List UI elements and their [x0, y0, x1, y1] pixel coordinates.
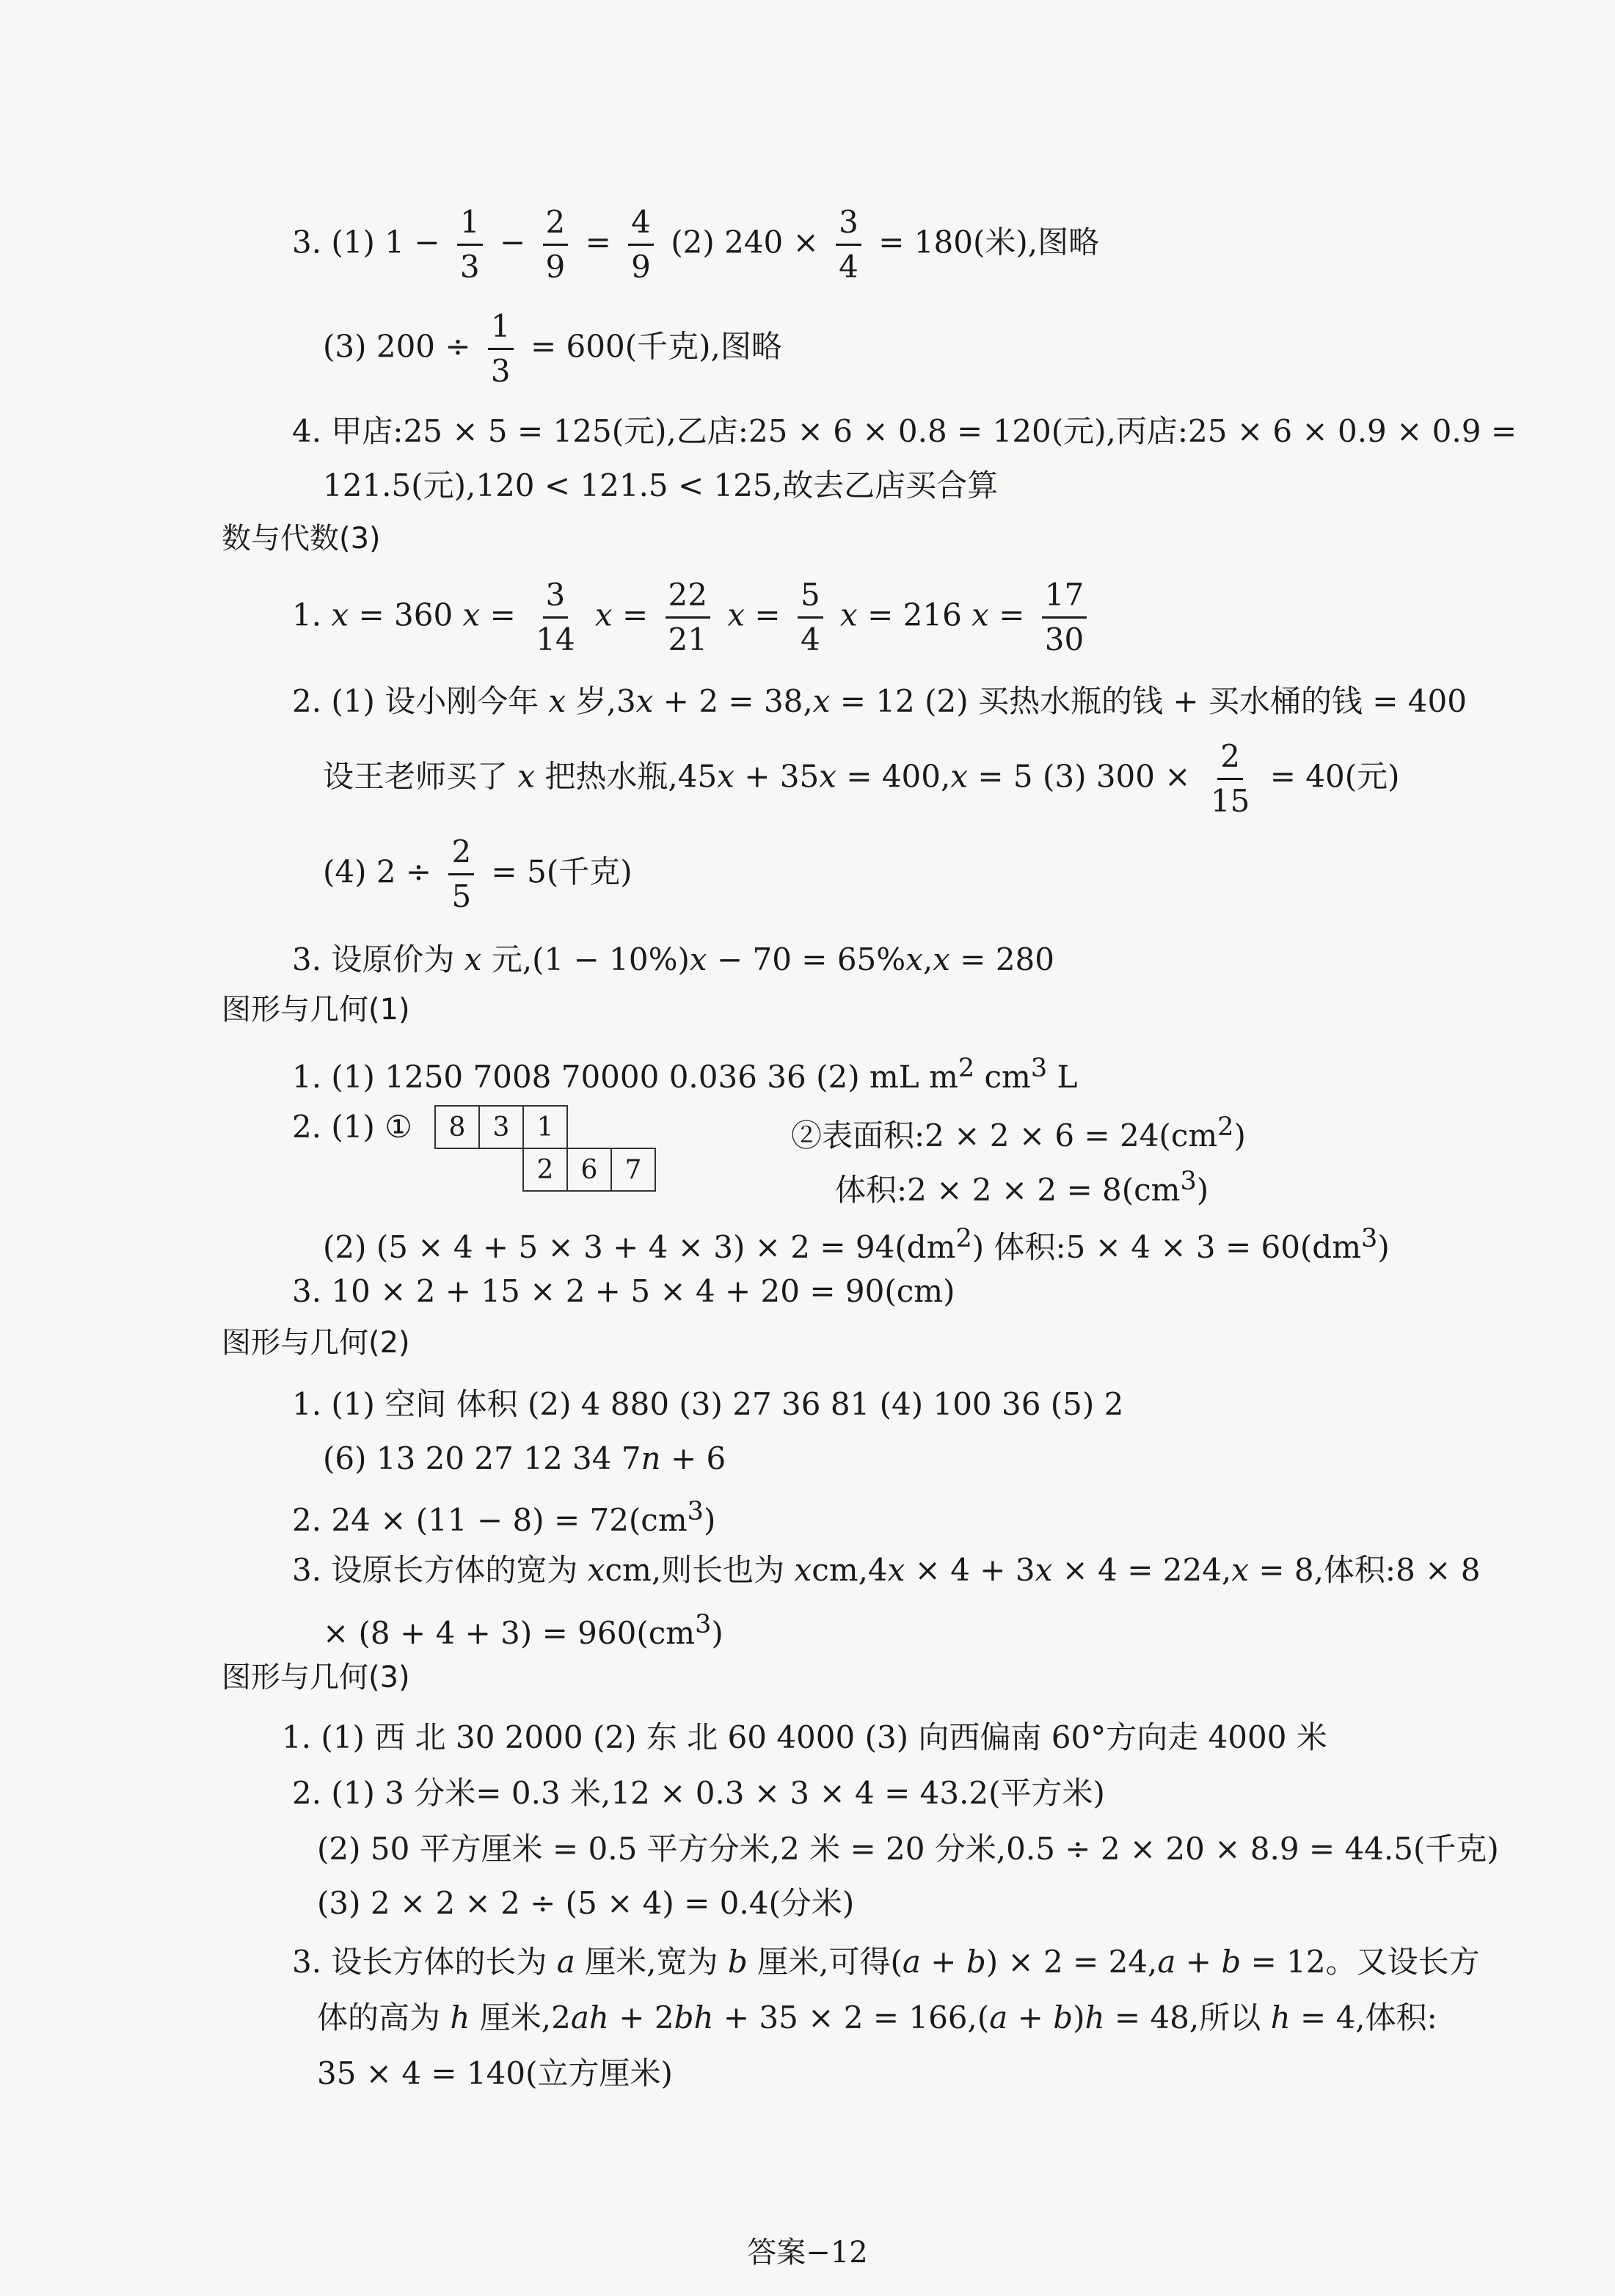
- text-run: cm,4: [812, 1552, 888, 1588]
- text-run: 2. (1) 设小刚今年: [292, 683, 549, 719]
- math-variable: x: [1035, 1552, 1053, 1588]
- text-run: 体积:2 × 2 × 2 = 8(cm: [835, 1172, 1181, 1208]
- math-variable: x: [887, 1552, 905, 1588]
- text-run: 体的高为: [317, 2000, 451, 2036]
- answer-line: [292, 577, 1094, 657]
- math-variable: b: [1221, 1944, 1242, 1980]
- text-run: [718, 597, 727, 633]
- text-run: = 180(米),图略: [868, 224, 1100, 260]
- answer-line: [317, 2053, 673, 2094]
- text-run: [586, 597, 595, 633]
- text-run: 元,(1 − 10%): [481, 941, 690, 977]
- math-variable: x: [933, 941, 950, 977]
- text-run: cm,则长也为: [605, 1552, 795, 1588]
- answer-line: [292, 1384, 1123, 1425]
- fraction: [448, 834, 474, 914]
- math-variable: x: [819, 758, 836, 795]
- text-run: 3. 设原长方体的宽为: [292, 1552, 588, 1588]
- text-run: +: [1175, 1944, 1222, 1980]
- fraction-numerator: 1: [488, 311, 514, 350]
- fraction-denominator: 5: [451, 878, 472, 914]
- text-run: 35 × 4 = 140(立方厘米): [317, 2055, 673, 2091]
- fraction: [1042, 577, 1087, 657]
- fraction-denominator: 3: [490, 353, 511, 389]
- text-run: 1. (1) 1250 7008 70000 0.036 36 (2) mL m: [292, 1059, 958, 1095]
- net-empty: [435, 1148, 479, 1191]
- text-run: 岁,3: [566, 683, 636, 719]
- math-variable: x: [794, 1552, 812, 1588]
- answer-line: [292, 939, 1054, 980]
- net-cell: 6: [567, 1148, 611, 1191]
- text-run: ): [711, 1615, 723, 1651]
- section-heading: [222, 991, 410, 1029]
- net-empty: [567, 1106, 611, 1148]
- text-run: (2) (5 × 4 + 5 × 3 + 4 × 3) × 2 = 94(dm: [323, 1229, 956, 1265]
- superscript: 2: [1217, 1112, 1234, 1142]
- section-heading: [222, 1324, 410, 1362]
- fraction: [1208, 738, 1253, 819]
- text-run: 厘米,宽为: [575, 1944, 728, 1980]
- text-run: 厘米,可得(: [747, 1944, 903, 1980]
- text-run: 3. 设原价为: [292, 941, 464, 977]
- text-run: = 5(千克): [481, 853, 632, 890]
- answer-line: [317, 1829, 1499, 1870]
- answer-line: [323, 1218, 1390, 1268]
- math-variable: x: [950, 758, 969, 795]
- answer-line: [292, 204, 1100, 285]
- text-run: 厘米,2: [470, 2000, 571, 2036]
- text-run: 图形与几何(2): [222, 1326, 410, 1360]
- cube-net-diagram: [434, 1105, 656, 1192]
- superscript: 3: [695, 1610, 712, 1639]
- text-run: = 400,: [836, 758, 951, 795]
- fraction: [533, 577, 577, 657]
- net-empty: [611, 1106, 655, 1148]
- text-run: = 280: [949, 941, 1054, 977]
- text-run: −: [489, 224, 536, 260]
- math-variable: x: [689, 941, 707, 977]
- text-run: 4. 甲店:25 × 5 = 125(元),乙店:25 × 6 × 0.8 = 120(元),丙店:25 × 6 × 0.9 × 0.9 =: [292, 413, 1517, 449]
- text-run: = 12 (2) 买热水瓶的钱 + 买水桶的钱 = 400: [830, 683, 1467, 719]
- text-run: = 12。又设长方: [1241, 1944, 1480, 1980]
- fraction-numerator: 22: [666, 580, 710, 619]
- math-variable: h: [1270, 2000, 1291, 2036]
- text-run: = 216: [857, 597, 972, 633]
- math-variable: bh: [674, 2000, 714, 2036]
- math-variable: b: [1053, 2000, 1073, 2036]
- math-variable: b: [727, 1944, 748, 1980]
- text-run: 把热水瓶,45: [535, 758, 718, 795]
- net-cell: 1: [523, 1106, 567, 1148]
- fraction-numerator: 5: [798, 580, 823, 619]
- fraction: [628, 204, 654, 285]
- answer-line: [292, 1773, 1105, 1814]
- math-variable: x: [1231, 1552, 1249, 1588]
- answer-line: [317, 1883, 854, 1924]
- answer-line: [292, 1107, 412, 1148]
- text-run: (4) 2 ÷: [323, 853, 442, 890]
- answer-line: [323, 738, 1400, 819]
- text-run: = 360: [349, 597, 463, 633]
- answer-line: [292, 1271, 955, 1312]
- fraction-numerator: 2: [448, 837, 474, 875]
- superscript: 3: [1180, 1167, 1197, 1196]
- fraction-numerator: 2: [543, 207, 569, 246]
- fraction-numerator: 17: [1042, 580, 1087, 619]
- math-variable: x: [971, 597, 989, 633]
- text-run: cm: [974, 1059, 1031, 1095]
- text-run: =: [745, 597, 790, 633]
- math-variable: x: [587, 1552, 605, 1588]
- section-heading: [222, 1658, 410, 1697]
- text-run: +: [920, 1944, 966, 1980]
- answer-line: [292, 1550, 1480, 1591]
- math-variable: a: [1157, 1944, 1176, 1980]
- text-run: (6) 13 20 27 12 34 7: [323, 1440, 641, 1476]
- answer-line: [292, 1491, 715, 1541]
- math-variable: a: [556, 1944, 575, 1980]
- text-run: 1. (1) 空间 体积 (2) 4 880 (3) 27 36 81 (4) 100 36 (5) 2: [292, 1386, 1124, 1422]
- answer-line: [323, 1604, 723, 1654]
- answer-line: [323, 834, 632, 914]
- math-variable: x: [594, 597, 613, 633]
- math-variable: x: [840, 597, 858, 633]
- fraction: [488, 308, 514, 389]
- net-cell: 8: [435, 1106, 479, 1148]
- text-run: = 600(千克),图略: [520, 328, 782, 365]
- text-run: (2) 240 ×: [660, 224, 829, 260]
- fraction: [666, 577, 710, 657]
- text-run: = 8,体积:8 × 8: [1248, 1552, 1481, 1588]
- text-run: 3. 设长方体的长为: [292, 1944, 557, 1980]
- text-run: (3) 2 × 2 × 2 ÷ (5 × 4) = 0.4(分米): [317, 1885, 855, 1921]
- text-run: 3. 10 × 2 + 15 × 2 + 5 × 4 + 20 = 90(cm): [292, 1273, 955, 1309]
- text-run: ): [1233, 1118, 1246, 1154]
- answer-line: [292, 681, 1467, 722]
- text-run: (3) 200 ÷: [323, 328, 481, 365]
- fraction: [798, 577, 823, 657]
- answer-line: [323, 1438, 726, 1479]
- math-variable: x: [331, 597, 349, 633]
- text-run: (2) 50 平方厘米 = 0.5 平方分米,2 米 = 20 分米,0.5 ÷ 2 × 20 × 8.9 = 44.5(千克): [317, 1831, 1499, 1867]
- math-variable: x: [462, 597, 481, 633]
- text-run: + 35 × 2 = 166,(: [713, 2000, 990, 2036]
- text-run: 3. (1) 1 −: [292, 224, 450, 260]
- math-variable: x: [548, 683, 566, 719]
- text-run: 1. (1) 西 北 30 2000 (2) 东 北 60 4000 (3) 向西偏南 60°方向走 4000 米: [282, 1719, 1327, 1755]
- answer-line: [323, 465, 998, 506]
- text-run: = 4,体积:: [1290, 2000, 1437, 2036]
- text-run: ): [1196, 1172, 1209, 1208]
- text-run: ,: [922, 941, 933, 977]
- fraction-numerator: 2: [1217, 741, 1243, 780]
- superscript: 2: [958, 1054, 975, 1083]
- text-run: =: [575, 224, 621, 260]
- fraction-numerator: 3: [836, 207, 861, 246]
- text-run: × (8 + 4 + 3) = 960(cm: [323, 1615, 696, 1651]
- text-run: =: [480, 597, 526, 633]
- math-variable: x: [464, 941, 482, 977]
- text-run: × 4 = 224,: [1052, 1552, 1232, 1588]
- text-run: + 35: [734, 758, 820, 795]
- math-variable: x: [635, 683, 654, 719]
- fraction: [836, 204, 861, 285]
- answer-line: [292, 411, 1517, 452]
- text-run: ): [703, 1502, 716, 1538]
- net-empty: [479, 1148, 523, 1191]
- math-variable: x: [905, 941, 923, 977]
- text-run: =: [988, 597, 1035, 633]
- text-run: 2. (1) ①: [292, 1109, 412, 1145]
- text-run: 图形与几何(1): [222, 993, 410, 1027]
- answer-line: [317, 1997, 1437, 2038]
- math-variable: a: [902, 1944, 921, 1980]
- text-run: 1.: [292, 597, 332, 633]
- math-variable: x: [727, 597, 745, 633]
- net-cell: 2: [523, 1148, 567, 1191]
- fraction: [457, 204, 483, 285]
- text-run: ): [1377, 1229, 1390, 1265]
- page-number: 答案−12: [747, 2236, 868, 2270]
- text-run: +: [1007, 2000, 1054, 2036]
- text-run: = 5 (3) 300 ×: [968, 758, 1200, 795]
- math-variable: x: [717, 758, 734, 795]
- superscript: 2: [955, 1224, 972, 1253]
- text-run: 设王老师买了: [323, 758, 518, 795]
- fraction-denominator: 4: [800, 622, 820, 657]
- section-heading: [222, 520, 381, 558]
- text-run: − 70 = 65%: [707, 941, 906, 977]
- text-run: =: [612, 597, 658, 633]
- answer-line: [282, 1717, 1327, 1758]
- math-variable: h: [1084, 2000, 1105, 2036]
- fraction-denominator: 3: [459, 249, 480, 285]
- superscript: 3: [1361, 1224, 1378, 1253]
- text-run: ) 体积:5 × 4 × 3 = 60(dm: [971, 1229, 1362, 1265]
- text-run: = 48,所以: [1104, 2000, 1271, 2036]
- superscript: 3: [687, 1497, 704, 1526]
- text-run: L: [1047, 1059, 1078, 1095]
- text-run: ): [1073, 2000, 1085, 2036]
- math-variable: ah: [570, 2000, 609, 2036]
- fraction-denominator: 21: [668, 622, 707, 657]
- text-run: 2. (1) 3 分米= 0.3 米,12 × 0.3 × 3 × 4 = 43.2(平方米): [292, 1775, 1105, 1811]
- answer-line: [323, 308, 782, 389]
- math-variable: x: [517, 758, 536, 795]
- math-variable: b: [966, 1944, 986, 1980]
- fraction: [543, 204, 569, 285]
- math-variable: n: [641, 1440, 661, 1476]
- text-run: 图形与几何(3): [222, 1661, 410, 1694]
- fraction-numerator: 1: [457, 207, 483, 246]
- text-run: + 6: [660, 1440, 726, 1476]
- text-run: ) × 2 = 24,: [985, 1944, 1158, 1980]
- answer-line: [835, 1161, 1208, 1211]
- net-cell: 3: [479, 1106, 523, 1148]
- text-run: × 4 + 3: [905, 1552, 1035, 1588]
- answer-line: [292, 1942, 1480, 1983]
- fraction-denominator: 9: [631, 249, 651, 285]
- math-variable: h: [450, 2000, 470, 2036]
- text-run: + 2: [608, 2000, 674, 2036]
- fraction-denominator: 30: [1044, 622, 1084, 657]
- text-run: = 40(元): [1260, 758, 1400, 795]
- fraction-numerator: 3: [543, 580, 569, 619]
- net-cell: 7: [611, 1148, 655, 1191]
- fraction-numerator: 4: [628, 207, 654, 246]
- text-run: 2. 24 × (11 − 8) = 72(cm: [292, 1502, 688, 1538]
- superscript: 3: [1030, 1054, 1048, 1083]
- answer-line: [292, 1048, 1077, 1098]
- text-run: + 2 = 38,: [653, 683, 813, 719]
- fraction-denominator: 9: [545, 249, 566, 285]
- fraction-denominator: 14: [536, 622, 575, 657]
- text-run: ②表面积:2 × 2 × 6 = 24(cm: [791, 1118, 1218, 1154]
- fraction-denominator: 4: [839, 249, 858, 285]
- text-run: [831, 597, 840, 633]
- text-run: 121.5(元),120 < 121.5 < 125,故去乙店买合算: [323, 467, 999, 503]
- math-variable: a: [989, 2000, 1008, 2036]
- answer-line: [791, 1107, 1246, 1156]
- fraction-denominator: 15: [1210, 783, 1250, 819]
- text-run: 数与代数(3): [222, 522, 381, 555]
- math-variable: x: [812, 683, 831, 719]
